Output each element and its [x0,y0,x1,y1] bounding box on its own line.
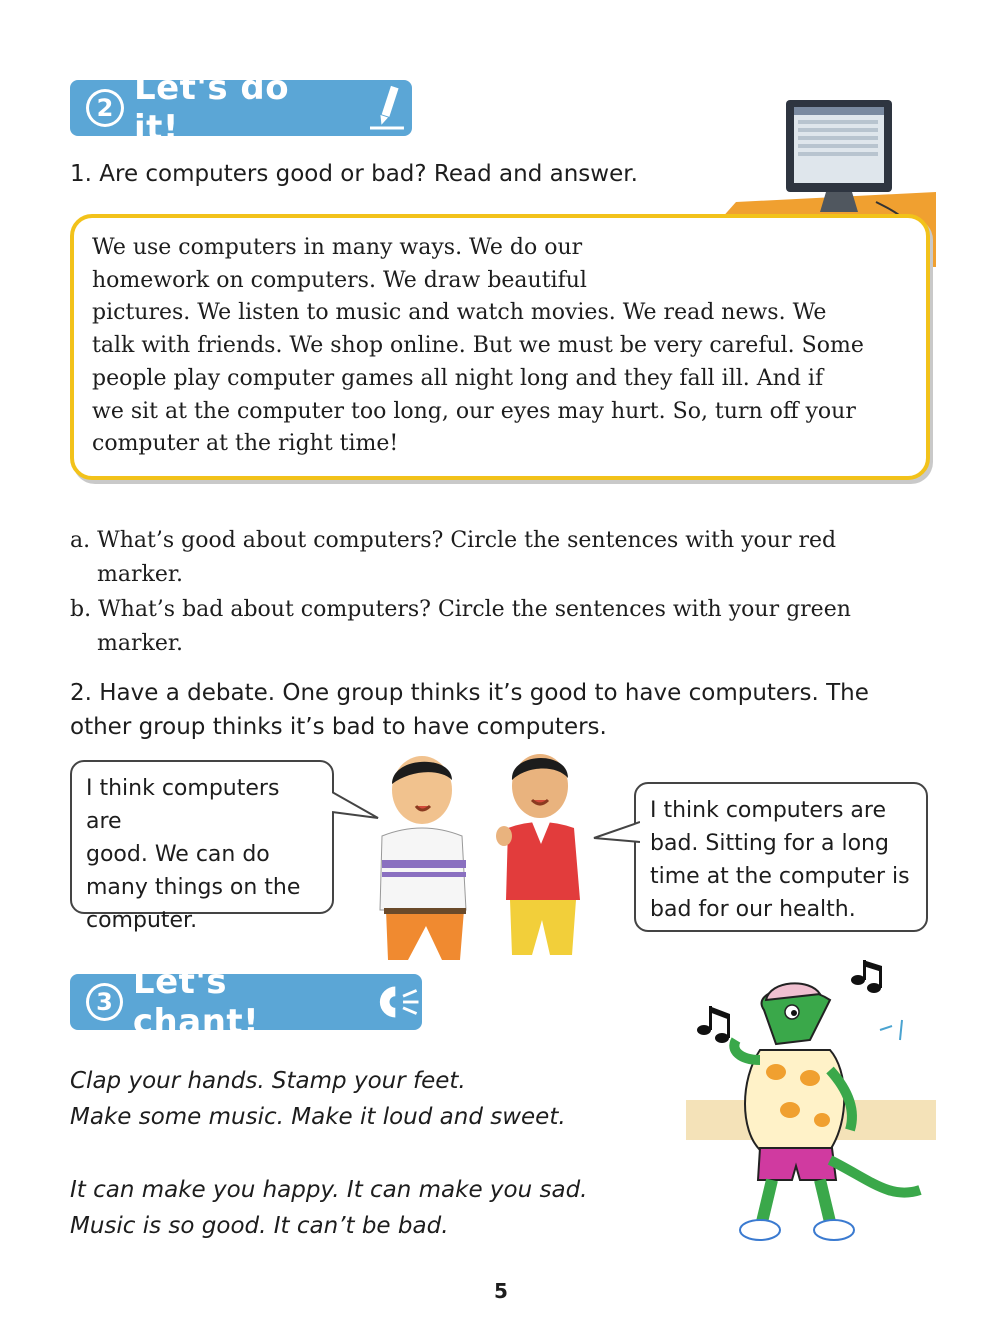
section-title: Let's do it! [133,68,290,148]
question-a-line: a. What’s good about computers? Circle the sentences with your red [70,528,837,553]
passage-line: we sit at the computer too long, our eyes may hurt. So, turn off your [92,398,856,424]
section-3-banner [70,962,422,1042]
passage-line: people play computer games all night long and they fall ill. And if [92,365,824,391]
bubble-line: bad. Sitting for a long [650,831,889,856]
speech-bubble-right [634,782,928,932]
speech-bubble-left [70,760,334,933]
section-title: Let's chant! [132,962,260,1042]
passage-line: We use computers in many ways. We do our [92,235,583,260]
question-b-line: marker. [97,631,183,656]
bubble-line: bad for our health. [650,897,856,922]
section-2-banner [70,68,412,148]
question-b-line: b. What’s bad about computers? Circle the sentences with your green [70,597,851,622]
question-a-line: marker. [97,562,183,587]
pencil-icon [364,84,412,132]
dancing-crocodile-illustration [680,960,940,1250]
task-2-instruction [70,676,869,744]
passage-line: pictures. We listen to music and watch movies. We read news. We [92,300,827,326]
task-2-line: other group thinks it’s bad to have computers. [70,714,607,740]
chant-icon [376,982,422,1022]
chant-line: It can make you happy. It can make you sad. [70,1177,588,1203]
passage-line: homework on computers. We draw beautiful [92,267,587,293]
passage-line: computer at the right time! [92,431,399,457]
section-number: 2 [86,89,124,127]
bubble-line: many things on the [86,875,301,900]
page-number: 5 [494,1279,508,1303]
chant-stanza-2 [70,1172,588,1244]
task-1-instruction: 1. Are computers good or bad? Read and answer. [70,161,638,187]
bubble-line: computer. [86,908,198,933]
chant-line: Make some music. Make it loud and sweet. [70,1104,566,1130]
reading-passage-box [70,214,930,480]
two-boys-illustration [360,750,610,960]
bubble-line: time at the computer is [650,864,910,889]
bubble-line: I think computers are [650,798,886,823]
bubble-line: good. We can do [86,842,270,867]
chant-line: Music is so good. It can’t be bad. [70,1213,449,1239]
task-2-line: 2. Have a debate. One group thinks it’s good to have computers. The [70,680,869,706]
question-b [70,593,851,661]
section-number: 3 [86,983,123,1021]
bubble-line: I think computers are [86,776,280,834]
question-a [70,524,836,592]
passage-line: talk with friends. We shop online. But we must be very careful. Some [92,333,864,359]
chant-line: Clap your hands. Stamp your feet. [70,1068,466,1094]
reading-passage [92,232,912,461]
chant-stanza-1 [70,1063,566,1135]
